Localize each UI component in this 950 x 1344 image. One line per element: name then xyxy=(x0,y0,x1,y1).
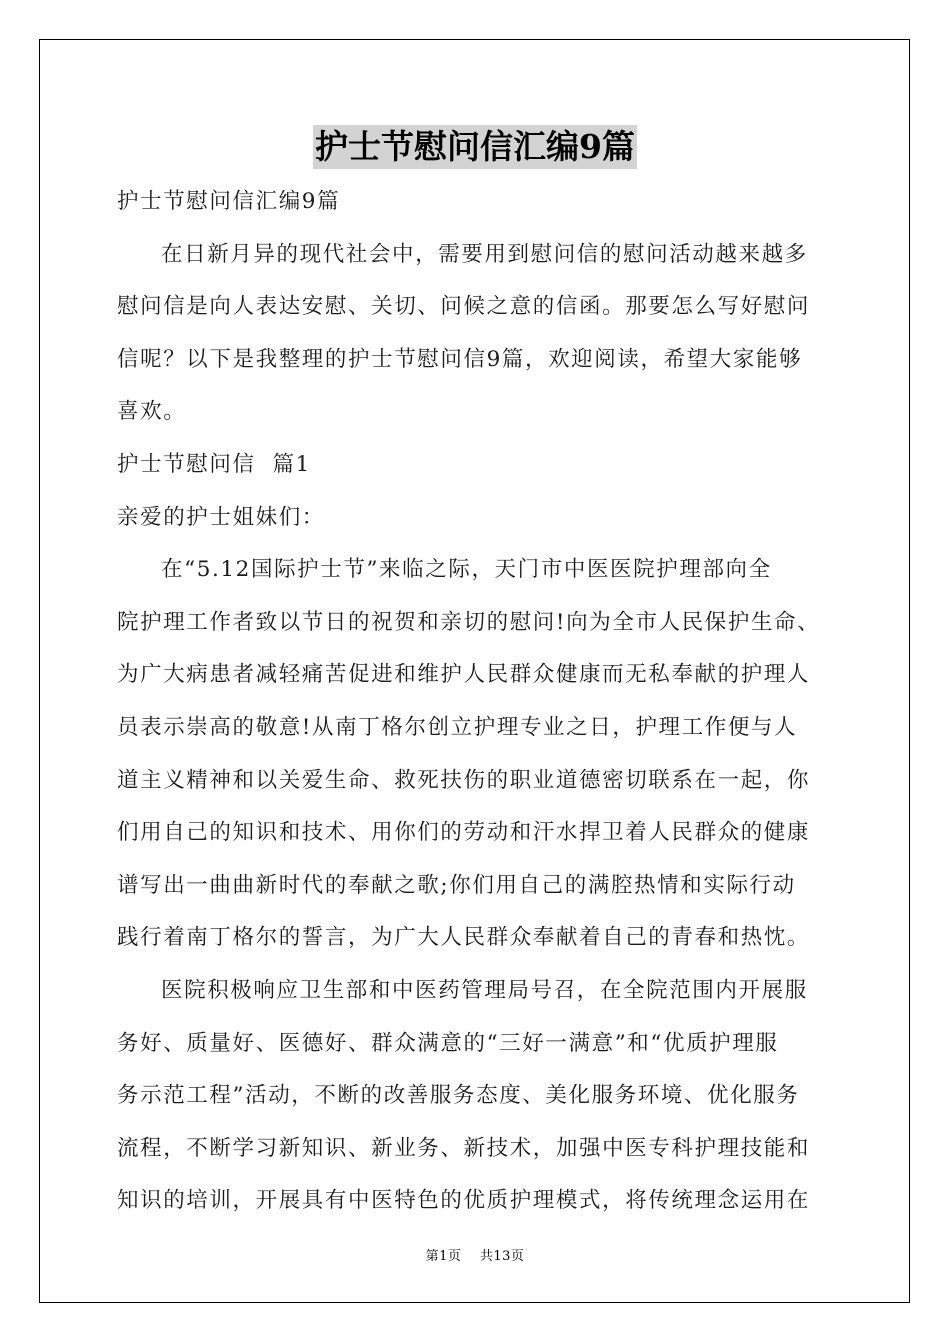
page-footer: 第1页 共13页 xyxy=(425,1249,525,1264)
body-line: 流程，不断学习新知识、新业务、新技术，加强中医专科护理技能和 xyxy=(117,1135,811,1161)
salutation: 亲爱的护士姐妹们： xyxy=(117,504,325,530)
document-body xyxy=(117,176,835,1228)
body-line: 务示范工程”活动，不断的改善服务态度、美化服务环境、优化服务 xyxy=(117,1083,800,1109)
body-line: 院护理工作者致以节日的祝贺和亲切的慰问!向为全市人民保护生命、 xyxy=(117,609,821,635)
body-line: 为广大病患者减轻痛苦促进和维护人民群众健康而无私奉献的护理人 xyxy=(117,662,811,688)
body-line: 知识的培训，开展具有中医特色的优质护理模式，将传统理念运用在 xyxy=(117,1188,811,1214)
body-line: 务好、质量好、医德好、群众满意的“三好一满意”和“优质护理服 xyxy=(117,1030,779,1056)
body-line: 在“5.12国际护士节”来临之际，天门市中医医院护理部向全 xyxy=(161,557,772,583)
section-heading: 护士节慰问信 篇1 xyxy=(117,451,311,477)
subtitle-line: 护士节慰问信汇编9篇 xyxy=(117,189,341,214)
body-line: 们用自己的知识和技术、用你们的劳动和汗水捍卫着人民群众的健康 xyxy=(117,820,811,846)
body-line: 喜欢。 xyxy=(117,399,187,425)
body-line: 践行着南丁格尔的誓言，为广大人民群众奉献着自己的青春和热忱。 xyxy=(117,925,811,951)
title-container xyxy=(0,125,950,169)
body-line: 信呢？以下是我整理的护士节慰问信9篇，欢迎阅读，希望大家能够 xyxy=(117,346,803,372)
body-line: 员表示崇高的敬意!从南丁格尔创立护理专业之日，护理工作便与人 xyxy=(117,714,798,740)
body-line: 慰问信是向人表达安慰、关切、问候之意的信函。那要怎么写好慰问 xyxy=(117,294,811,320)
body-line: 谱写出一曲曲新时代的奉献之歌;你们用自己的满腔热情和实际行动 xyxy=(117,872,796,898)
document-title: 护士节慰问信汇编9篇 xyxy=(313,125,637,169)
body-line: 道主义精神和以关爱生命、救死扶伤的职业道德密切联系在一起，你 xyxy=(117,767,811,793)
body-line: 在日新月异的现代社会中，需要用到慰问信的慰问活动越来越多 xyxy=(161,241,808,267)
body-line: 医院积极响应卫生部和中医药管理局号召，在全院范围内开展服 xyxy=(161,977,808,1003)
